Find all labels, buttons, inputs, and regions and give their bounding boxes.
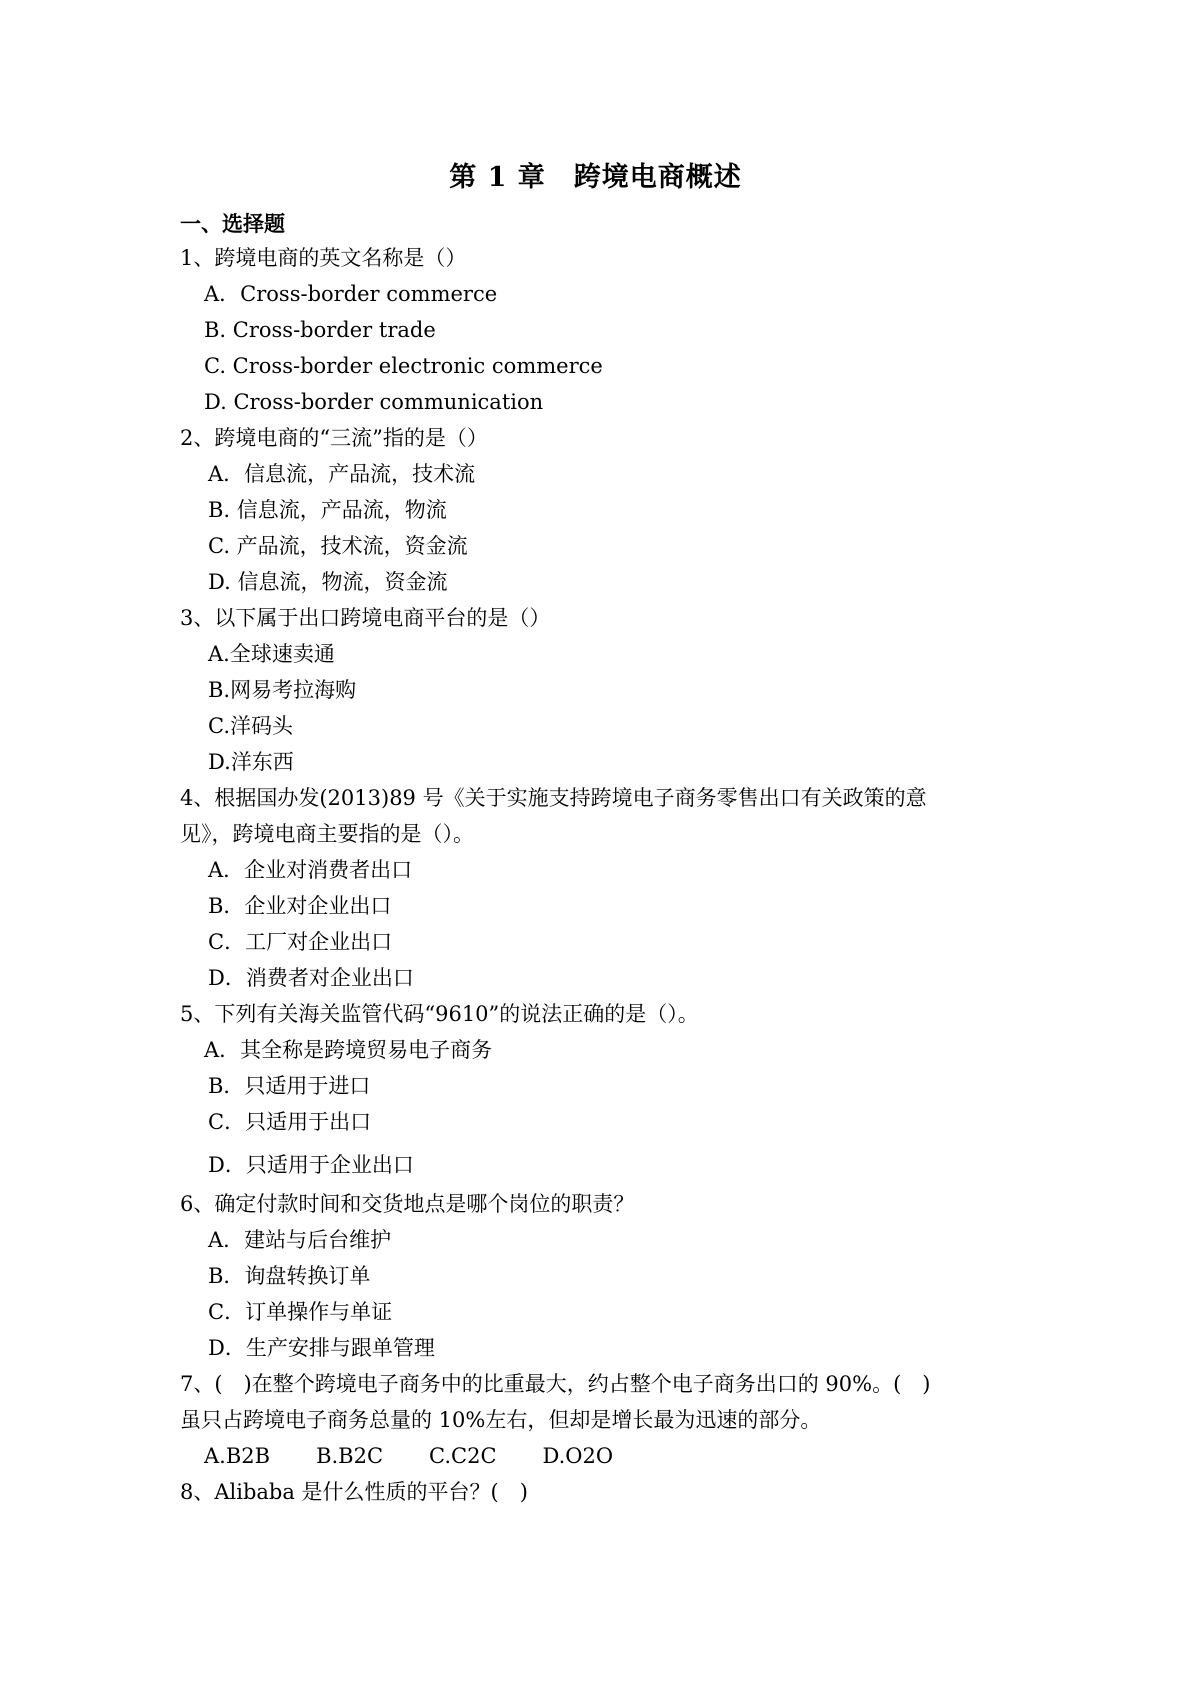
q1-option-a: A．Cross-border commerce: [204, 282, 498, 306]
q5-option-a: A．其全称是跨境贸易电子商务: [204, 1038, 493, 1062]
question-4: 4、根据国办发(2013)89 号《关于实施支持跨境电子商务零售出口有关政策的意: [180, 786, 927, 810]
q4-option-d: D．消费者对企业出口: [208, 966, 414, 990]
q2-option-a: A．信息流，产品流，技术流: [208, 462, 476, 486]
q2-option-b: B. 信息流，产品流，物流: [208, 498, 447, 522]
q4-option-a: A．企业对消费者出口: [208, 858, 413, 882]
q7-option-d: D.O2O: [542, 1444, 614, 1468]
q2-option-d: D. 信息流，物流，资金流: [208, 570, 448, 594]
q1-option-c: C. Cross-border electronic commerce: [204, 354, 603, 378]
q6-option-d: D．生产安排与跟单管理: [208, 1336, 435, 1360]
q5-option-b: B．只适用于进口: [208, 1074, 371, 1098]
q3-option-a: A.全球速卖通: [208, 642, 335, 666]
chapter-title: 第 1 章 跨境电商概述: [449, 162, 742, 193]
q7-option-a: A.B2B: [204, 1444, 271, 1468]
question-2: 2、跨境电商的“三流”指的是（）: [180, 426, 488, 450]
q4-option-b: B．企业对企业出口: [208, 894, 392, 918]
q6-option-a: A．建站与后台维护: [208, 1228, 392, 1252]
q6-option-c: C．订单操作与单证: [208, 1300, 393, 1324]
q3-option-b: B.网易考拉海购: [208, 678, 357, 702]
q5-option-c: C．只适用于出口: [208, 1110, 372, 1134]
q1-option-b: B. Cross-border trade: [204, 318, 436, 342]
q2-option-c: C. 产品流，技术流，资金流: [208, 534, 468, 558]
question-3: 3、以下属于出口跨境电商平台的是（）: [180, 606, 551, 630]
q3-option-d: D.洋东西: [208, 750, 294, 774]
question-list: [180, 208, 1020, 1510]
q6-option-b: B．询盘转换订单: [208, 1264, 371, 1288]
question-7-continuation: 虽只占跨境电子商务总量的 10%左右，但却是增长最为迅速的部分。: [180, 1408, 822, 1432]
q7-option-b: B.B2C: [316, 1444, 384, 1468]
q7-option-c: C.C2C: [429, 1444, 497, 1468]
q5-option-d: D．只适用于企业出口: [208, 1153, 414, 1177]
question-8: 8、Alibaba 是什么性质的平台？( ): [180, 1480, 528, 1504]
question-5: 5、下列有关海关监管代码“9610”的说法正确的是（）。: [180, 1002, 699, 1026]
question-4-continuation: 见》，跨境电商主要指的是（）。: [180, 822, 474, 846]
question-1: 1、跨境电商的英文名称是（）: [180, 246, 467, 270]
q1-option-d: D. Cross-border communication: [204, 390, 544, 414]
section-heading: 一、选择题: [180, 211, 285, 236]
question-6: 6、确定付款时间和交货地点是哪个岗位的职责？: [180, 1192, 635, 1216]
q3-option-c: C.洋码头: [208, 714, 293, 738]
q4-option-c: C．工厂对企业出口: [208, 930, 393, 954]
question-7: 7、( )在整个跨境电子商务中的比重最大，约占整个电子商务出口的 90%。( ): [180, 1372, 931, 1396]
q7-options-row: [180, 1438, 1020, 1474]
